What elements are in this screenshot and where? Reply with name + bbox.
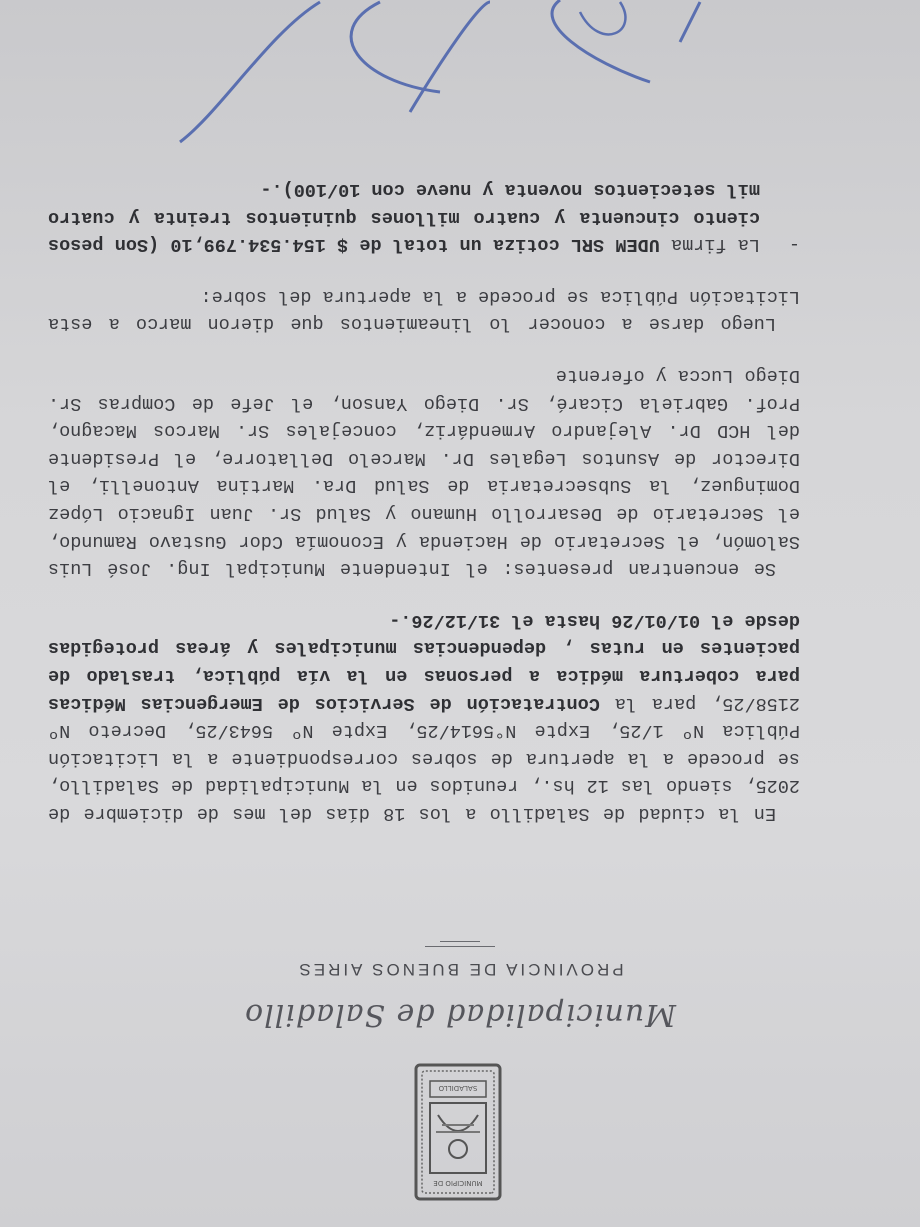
opening-paragraph (48, 606, 800, 827)
municipal-crest-logo (408, 1057, 508, 1207)
bullet-dash: - (788, 234, 800, 256)
opening-text: En la ciudad de Saladillo a los 18 días del mes de diciembre de 2025, siendo las 12 hs., reunidos en la Municipalidad de Saladillo, se procede a la apertura de sobres correspondiente a la Licitación Pública Nº 1/25, Expte N°5614/25, Expte Nº 5643/25, Decreto Nº 2158/25, para la (48, 692, 800, 824)
attendees-paragraph: Se encuentran presentes: el Intendente Municipal Ing. José Luis Salomón, el Secretario de Hacienda y Economía Cdor Gustavo Ramundo, el Secretario de Desarrollo Humano y Salud Sr. Juan Ignacio López Dominguez, la Subsecretaria de Salud Dra. Martina Antonelli, el Director de Asuntos Legales Dr. Marcelo Dellatorre, el Presidente del HCD Dr. Alejandro Armendáriz, concejales Sr. Marcos Macagno, Prof. Gabriela Cicaré, Sr. Diego Yanson, el Jefe de Compras Sr. Diego Lucca y oferente (48, 365, 800, 580)
header-divider (425, 946, 495, 947)
header-divider (440, 941, 480, 942)
org-name: Municipalidad de Saladillo (244, 997, 676, 1032)
svg-text:MUNICIPIO DE: MUNICIPIO DE (433, 1179, 483, 1187)
bidder-firm: UDEM SRL (570, 234, 660, 256)
handwritten-signature (40, 0, 740, 152)
act-body (48, 152, 800, 827)
bid-amount: cotiza un total de $ 154.534.799,10 (Son pesos ciento cincuenta y cuatro millones quinientos treinta y cuatro mil setecientos noventa y nueve con 10/100).- (48, 179, 760, 256)
contract-object: Contratación de Servicios de Emergencias Médicas para cobertura médica a personas en la vía pública, traslado de pacientes en rutas , dependencias municipales y áreas protegidas desde el 01/01/26 hasta el 31/12/26.- (48, 609, 800, 714)
svg-text:SALADILLO: SALADILLO (438, 1084, 478, 1092)
bid-item (48, 176, 800, 259)
bid-text: La firma (659, 234, 760, 256)
org-province: PROVINCIA DE BUENOS AIRES (296, 960, 624, 979)
opening-procedure-paragraph: Luego darse a conocer lo lineamientos que dieron marco a esta Licitación Pública se procede a la apertura del sobre: (48, 285, 800, 335)
